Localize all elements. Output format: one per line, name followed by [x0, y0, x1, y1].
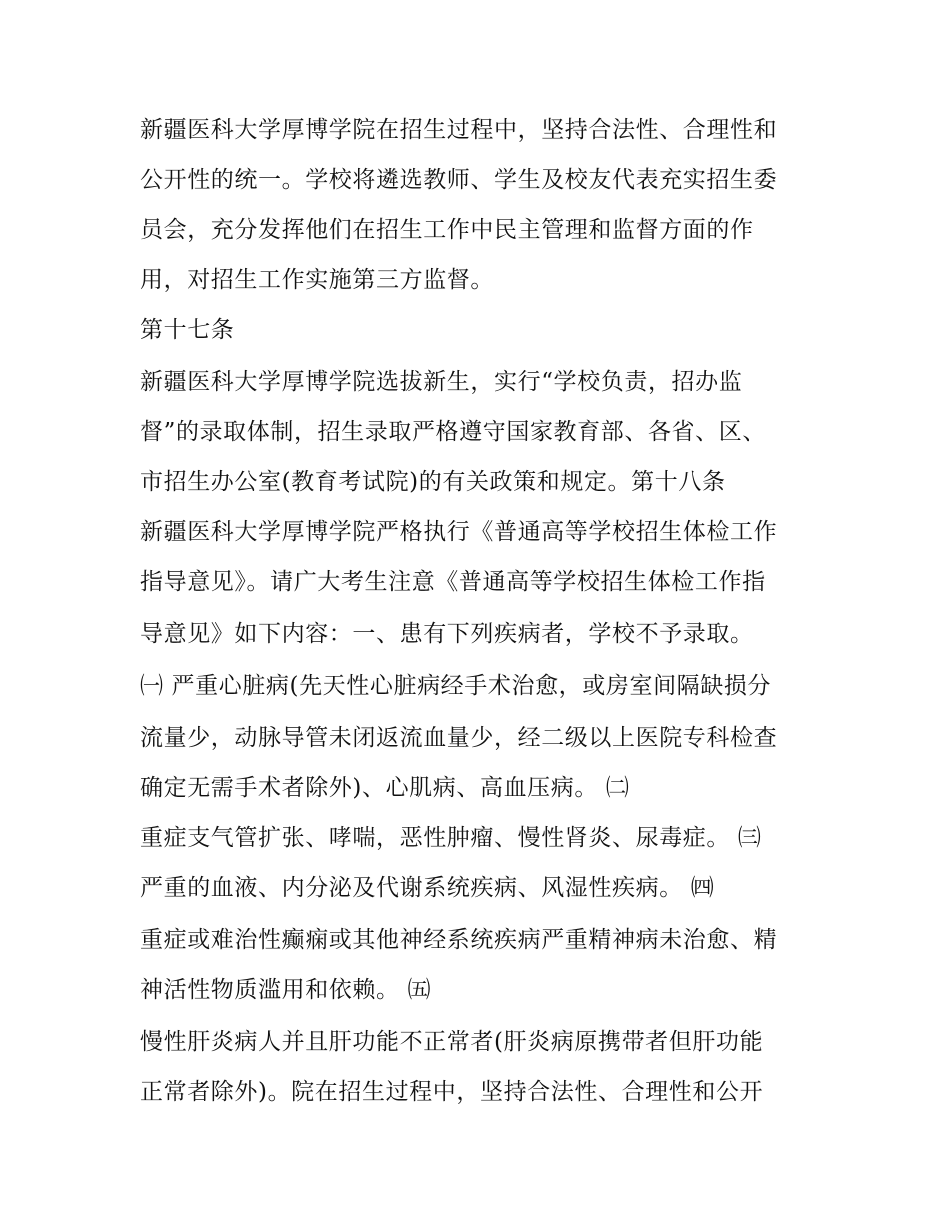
text-line-2: 公开性的统一。学校将遴选教师、学生及校友代表充实招生委: [140, 167, 778, 193]
text-line-10: 指导意见》。请广大考生注意《普通高等学校招生体检工作指: [140, 569, 766, 595]
text-line-6: 新疆医科大学厚博学院选拔新生，实行“学校负责，招办监: [140, 369, 743, 395]
text-line-1: 新疆医科大学厚博学院在招生过程中，坚持合法性、合理性和: [140, 117, 778, 143]
list-item-3: 严重的血液、内分泌及代谢系统疾病、风湿性疾病。 ㈣: [140, 875, 715, 901]
text-line-9: 新疆医科大学厚博学院严格执行《普通高等学校招生体检工作: [140, 519, 778, 545]
list-item-5-line-2: 正常者除外)。院在招生过程中，坚持合法性、合理性和公开: [140, 1079, 764, 1105]
list-item-2: 重症支气管扩张、哮喘，恶性肿瘤、慢性肾炎、尿毒症。 ㈢: [140, 825, 762, 851]
text-line-4: 用，对招生工作实施第三方监督。: [140, 267, 494, 293]
article-heading-17: 第十七条: [140, 317, 235, 343]
text-line-3: 员会，充分发挥他们在招生工作中民主管理和监督方面的作: [140, 217, 754, 243]
list-item-1-line-1: ㈠ 严重心脏病(先天性心脏病经手术治愈，或房室间隔缺损分: [140, 673, 772, 699]
list-item-5-line-1: 慢性肝炎病人并且肝功能不正常者(肝炎病原携带者但肝功能: [140, 1029, 764, 1055]
text-line-11: 导意见》如下内容：一、患有下列疾病者，学校不予录取。: [140, 621, 754, 647]
list-item-1-line-2: 流量少，动脉导管未闭返流血量少，经二级以上医院专科检查: [140, 725, 778, 751]
list-item-4-line-1: 重症或难治性癫痫或其他神经系统疾病严重精神病未治愈、精: [140, 927, 778, 953]
list-item-1-line-3: 确定无需手术者除外)、心肌病、高血压病。 ㈡: [140, 775, 630, 801]
text-line-8: 市招生办公室(教育考试院)的有关政策和规定。第十八条: [140, 469, 726, 495]
list-item-4-line-2: 神活性物质滥用和依赖。 ㈤: [140, 977, 432, 1003]
text-line-7: 督”的录取体制，招生录取严格遵守国家教育部、各省、区、: [140, 419, 766, 445]
